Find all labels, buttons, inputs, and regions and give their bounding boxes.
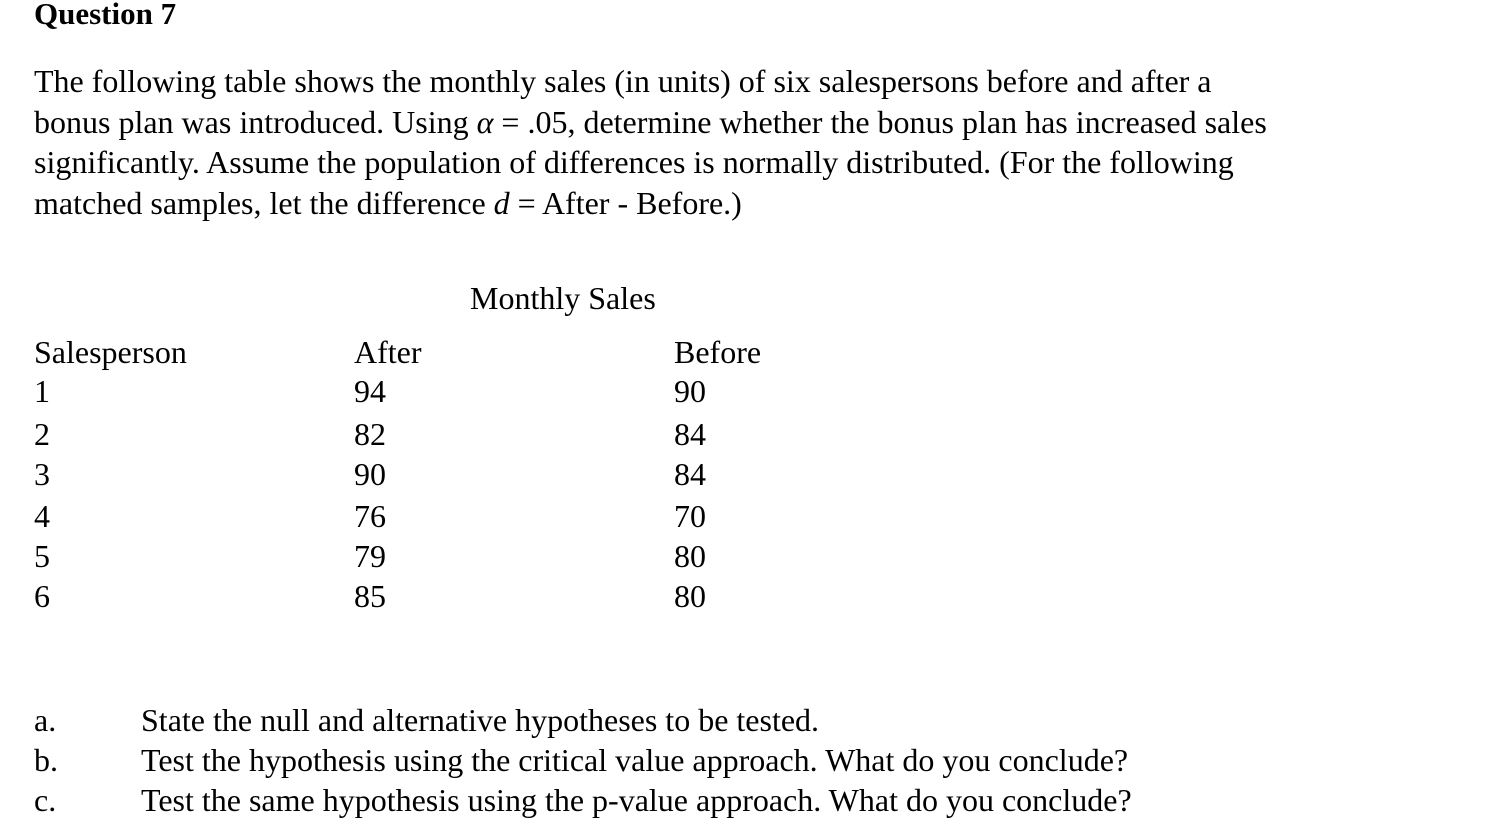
table-cell-after: 90: [354, 456, 386, 492]
table-cell-salesperson: 2: [34, 416, 50, 452]
paragraph-line-2: [34, 102, 1474, 143]
difference-variable: d: [493, 184, 510, 221]
table-cell-after: 85: [354, 578, 386, 614]
part-a-text: State the null and alternative hypotheses to be tested.: [141, 702, 820, 738]
header-salesperson: Salesperson: [34, 334, 187, 370]
header-before: Before: [674, 334, 762, 370]
table-cell-after: 82: [354, 416, 386, 452]
table-cell-before: 90: [674, 373, 706, 409]
table-cell-after: 76: [354, 498, 386, 534]
paragraph-line-4: [34, 183, 1474, 224]
table-cell-salesperson: 6: [34, 578, 50, 614]
alpha-symbol: α: [476, 103, 494, 140]
paragraph-line-3: significantly. Assume the population of differences is normally distributed. (For the following: [34, 144, 1234, 180]
question-paragraph: [34, 61, 1474, 223]
part-a-letter: a.: [34, 702, 57, 738]
table-cell-before: 84: [674, 456, 706, 492]
table-cell-after: 79: [354, 538, 386, 574]
part-c-letter: c.: [34, 782, 57, 818]
part-c-text: Test the same hypothesis using the p-value approach. What do you conclude?: [141, 782, 1132, 818]
paragraph-line-2-pre: bonus plan was introduced. Using: [34, 103, 477, 140]
table-cell-before: 70: [674, 498, 706, 534]
part-b-text: Test the hypothesis using the critical value approach. What do you conclude?: [141, 742, 1129, 778]
question-title: Question 7: [34, 0, 177, 31]
part-b-letter: b.: [34, 742, 58, 778]
paragraph-line-4-post: = After - Before.): [509, 184, 742, 221]
paragraph-line-1: The following table shows the monthly sales (in units) of six salespersons before and after a: [34, 63, 1212, 99]
paragraph-line-4-pre: matched samples, let the difference: [34, 184, 494, 221]
table-cell-salesperson: 5: [34, 538, 50, 574]
table-cell-before: 84: [674, 416, 706, 452]
table-caption: Monthly Sales: [470, 280, 656, 316]
table-cell-salesperson: 1: [34, 373, 50, 409]
table-cell-before: 80: [674, 578, 706, 614]
table-cell-salesperson: 3: [34, 456, 50, 492]
paragraph-line-2-post: = .05, determine whether the bonus plan has increased sales: [493, 103, 1267, 140]
table-cell-after: 94: [354, 373, 386, 409]
table-cell-before: 80: [674, 538, 706, 574]
header-after: After: [354, 334, 422, 370]
table-cell-salesperson: 4: [34, 498, 50, 534]
